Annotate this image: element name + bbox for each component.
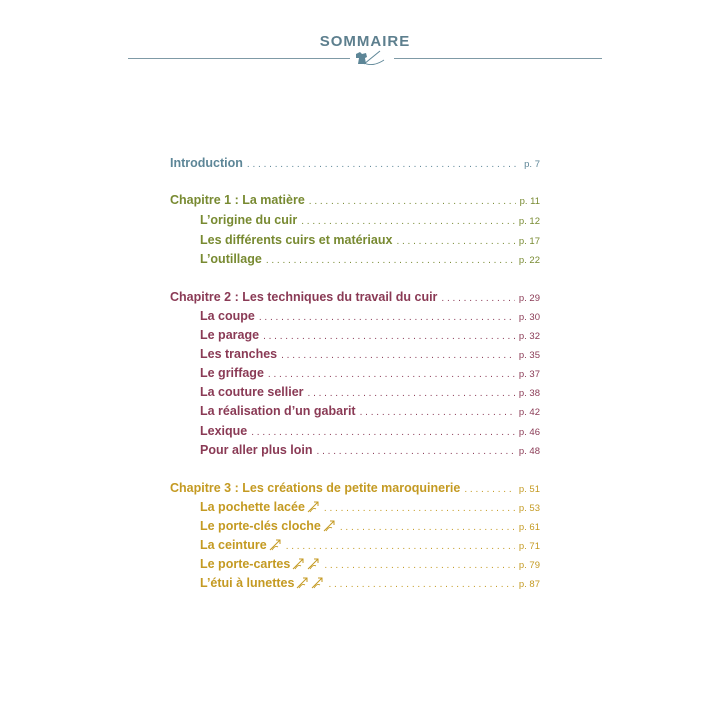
page-number: p. 42	[518, 407, 540, 418]
dot-leader	[324, 503, 515, 514]
toc-entry-label: Pour aller plus loin	[200, 443, 313, 457]
toc-entry-label: L’origine du cuir	[200, 213, 298, 227]
needle-difficulty-icon	[269, 539, 282, 551]
dot-leader	[360, 407, 515, 418]
dot-leader	[251, 427, 515, 438]
dot-leader	[328, 579, 514, 590]
dot-leader	[266, 255, 515, 266]
dot-leader	[268, 369, 515, 380]
page-number: p. 37	[518, 369, 540, 380]
toc-entry-label: La coupe	[200, 309, 255, 323]
toc-entry[interactable]	[200, 309, 540, 328]
toc-entry-introduction[interactable]	[170, 156, 540, 175]
toc-entry[interactable]	[200, 252, 540, 271]
toc-entry[interactable]	[200, 424, 540, 443]
dot-leader	[340, 522, 515, 533]
toc-entry[interactable]	[200, 519, 540, 538]
toc-entry-chapter-1[interactable]	[170, 193, 540, 212]
toc-entry-label: La ceinture	[200, 538, 267, 552]
toc-entry-label: Le griffage	[200, 366, 264, 380]
toc-entry-label: L’outillage	[200, 252, 262, 266]
toc-entry[interactable]	[200, 500, 540, 519]
toc-entry-label: L’étui à lunettes	[200, 576, 295, 590]
page-number: p. 46	[518, 427, 540, 438]
needle-difficulty-icon	[323, 520, 336, 532]
dot-leader	[263, 331, 515, 342]
page-number: p. 35	[518, 350, 540, 361]
dot-leader	[309, 196, 516, 207]
toc-entry-label-wrap	[200, 500, 320, 514]
toc-entry-label: Lexique	[200, 424, 248, 438]
toc-entry-label: Chapitre 2 : Les techniques du travail du cuir	[170, 290, 438, 304]
toc-entry-label-wrap	[200, 557, 320, 571]
page-header	[128, 30, 602, 72]
dot-leader	[286, 541, 515, 552]
toc-entry-label: Chapitre 1 : La matière	[170, 193, 305, 207]
dot-leader	[301, 216, 515, 227]
page-number: p. 7	[524, 159, 540, 170]
toc-entry[interactable]	[200, 233, 540, 252]
page-number: p. 11	[519, 196, 540, 207]
page-number: p. 48	[518, 446, 540, 457]
needle-difficulty-icon	[307, 558, 320, 570]
toc-entry-label: La pochette lacée	[200, 500, 305, 514]
page-number: p. 51	[518, 484, 540, 495]
dot-leader	[259, 312, 515, 323]
dot-leader	[324, 560, 515, 571]
toc-entry[interactable]	[200, 385, 540, 404]
dot-leader	[247, 159, 520, 170]
toc-entry-chapter-3[interactable]	[170, 481, 540, 500]
page-number: p. 87	[518, 579, 540, 590]
toc-entry-label: Le porte-cartes	[200, 557, 291, 571]
page-number: p. 79	[518, 560, 540, 571]
toc-entry-label: Chapitre 3 : Les créations de petite maroquinerie	[170, 481, 461, 495]
toc-entry[interactable]	[200, 328, 540, 347]
page-title: SOMMAIRE	[319, 33, 411, 50]
toc-entry-label: Le parage	[200, 328, 260, 342]
page-number: p. 32	[518, 331, 540, 342]
needle-difficulty-icon	[311, 577, 324, 589]
dot-leader	[308, 388, 515, 399]
toc-entry-label-wrap	[200, 538, 282, 552]
toc-entry[interactable]	[200, 443, 540, 462]
page-number: p. 17	[518, 236, 540, 247]
toc-entry-label-wrap	[200, 576, 324, 590]
page-number: p. 38	[518, 388, 540, 399]
toc-entry-label: Le porte-clés cloche	[200, 519, 321, 533]
toc-entry-label: Les différents cuirs et matériaux	[200, 233, 393, 247]
toc-entry-label: Introduction	[170, 156, 243, 170]
toc-entry-label: Les tranches	[200, 347, 278, 361]
page-number: p. 61	[518, 522, 540, 533]
toc-entry[interactable]	[200, 538, 540, 557]
toc-entry-label: La couture sellier	[200, 385, 304, 399]
needle-difficulty-icon	[307, 501, 320, 513]
dot-leader	[441, 293, 514, 304]
toc-entry-label: La réalisation d’un gabarit	[200, 404, 356, 418]
toc-entry[interactable]	[200, 576, 540, 595]
page-number: p. 30	[518, 312, 540, 323]
page-number: p. 53	[518, 503, 540, 514]
dot-leader	[317, 446, 515, 457]
page-number: p. 12	[518, 216, 540, 227]
page-number: p. 22	[518, 255, 540, 266]
toc-entry-label-wrap	[200, 519, 336, 533]
dot-leader	[396, 236, 514, 247]
needle-difficulty-icon	[296, 577, 309, 589]
needle-difficulty-icon	[292, 558, 305, 570]
toc-entry-chapter-2[interactable]	[170, 290, 540, 309]
leather-needle-logo-icon	[350, 48, 394, 70]
toc-entry[interactable]	[200, 347, 540, 366]
page-number: p. 29	[518, 293, 540, 304]
page-number: p. 71	[518, 541, 540, 552]
dot-leader	[464, 484, 515, 495]
toc-entry[interactable]	[200, 404, 540, 423]
toc-entry[interactable]	[200, 213, 540, 232]
dot-leader	[281, 350, 515, 361]
toc-entry[interactable]	[200, 366, 540, 385]
toc-entry[interactable]	[200, 557, 540, 576]
